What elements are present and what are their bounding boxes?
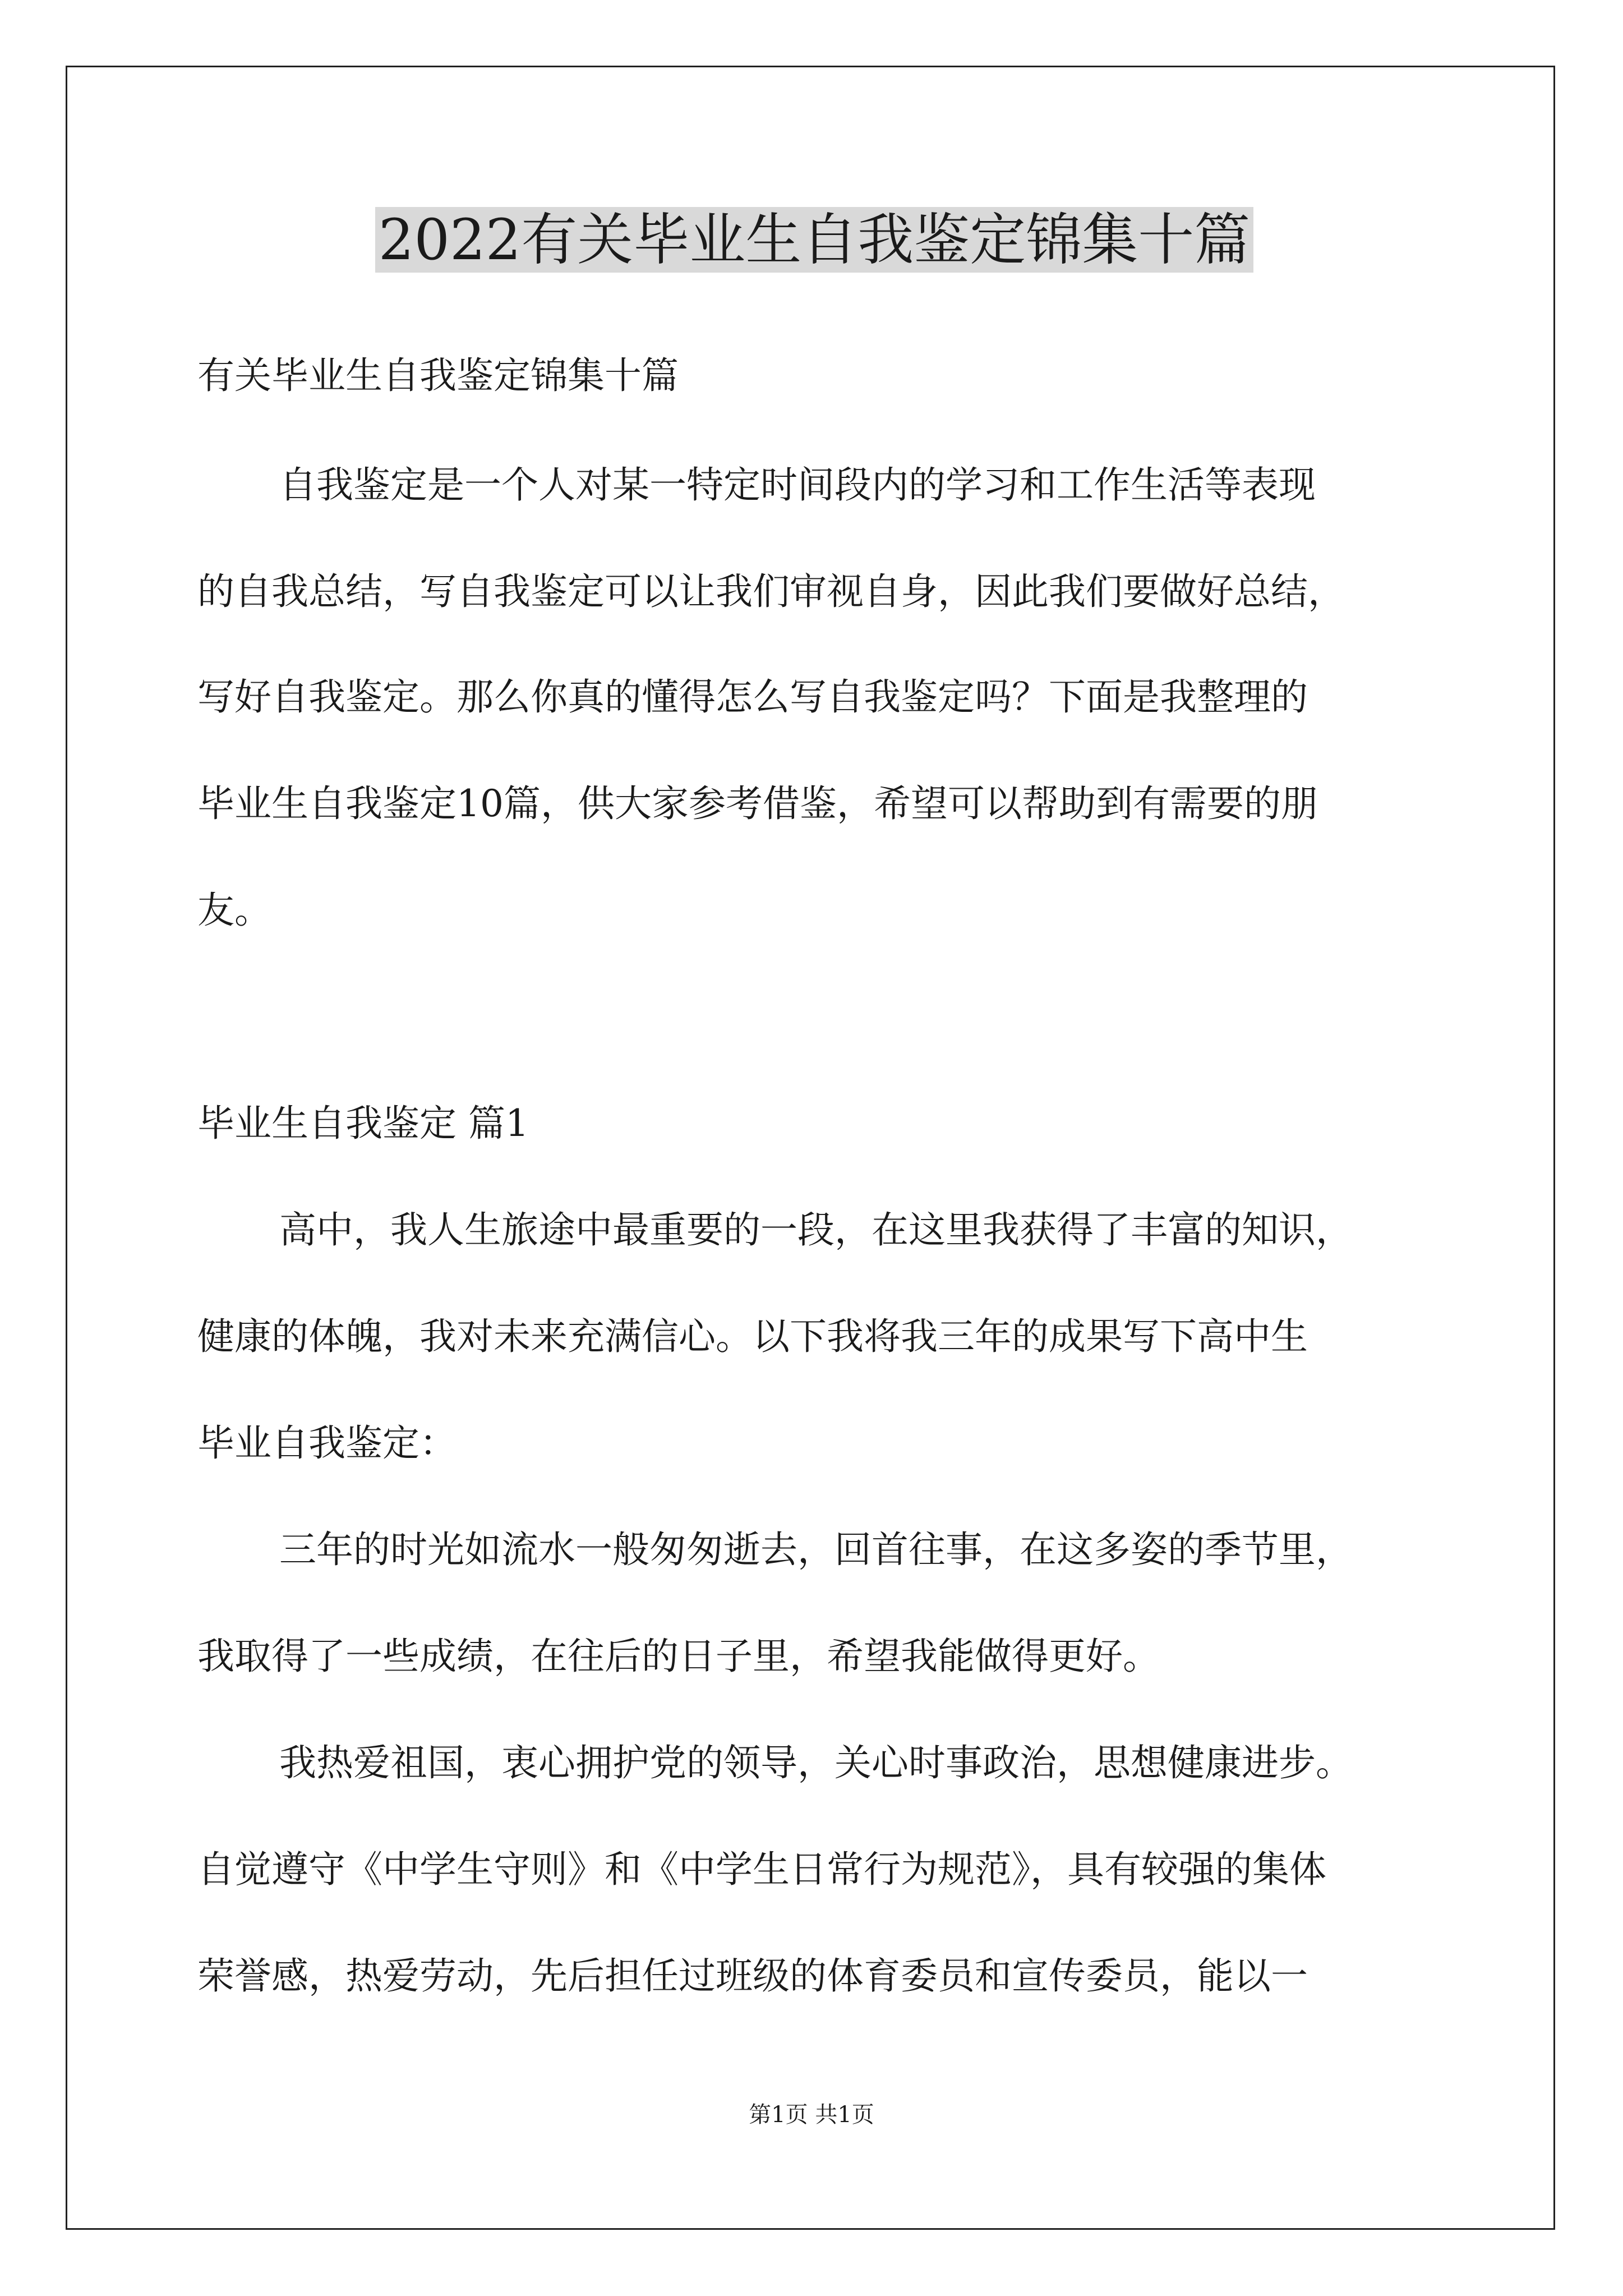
section-para2-line-1: 三年的时光如流水一般匆匆逝去，回首往事，在这多姿的季节里，: [279, 1528, 1353, 1571]
intro-line-1: 自我鉴定是一个人对某一特定时间段内的学习和工作生活等表现: [279, 463, 1316, 507]
section-para1-line-3: 毕业自我鉴定：: [197, 1421, 457, 1465]
section-para3-line-1: 我热爱祖国，衷心拥护党的领导，关心时事政治，思想健康进步。: [279, 1741, 1353, 1784]
section-para1-line-2: 健康的体魄，我对未来充满信心。以下我将我三年的成果写下高中生: [197, 1315, 1308, 1358]
section-heading: 毕业生自我鉴定 篇1: [197, 1102, 529, 1145]
page-footer: 第1页 共1页: [749, 2102, 874, 2128]
intro-line-2: 的自我总结，写自我鉴定可以让我们审视自身，因此我们要做好总结，: [197, 570, 1345, 613]
intro-line-5: 友。: [197, 889, 271, 932]
intro-line-4: 毕业生自我鉴定10篇，供大家参考借鉴，希望可以帮助到有需要的朋: [197, 782, 1318, 825]
document-title: 2022有关毕业生自我鉴定锦集十篇: [197, 201, 1431, 279]
intro-line-3: 写好自我鉴定。那么你真的懂得怎么写自我鉴定吗？下面是我整理的: [197, 675, 1308, 719]
section-para2-line-2: 我取得了一些成绩，在往后的日子里，希望我能做得更好。: [197, 1635, 1160, 1678]
section-para1-line-1: 高中，我人生旅途中最重要的一段，在这里我获得了丰富的知识，: [279, 1208, 1353, 1251]
section-para3-line-2: 自觉遵守《中学生守则》和《中学生日常行为规范》，具有较强的集体: [197, 1848, 1326, 1891]
section-para3-line-3: 荣誉感，热爱劳动，先后担任过班级的体育委员和宣传委员，能以一: [197, 1954, 1308, 1998]
document-subtitle: 有关毕业生自我鉴定锦集十篇: [197, 354, 679, 397]
